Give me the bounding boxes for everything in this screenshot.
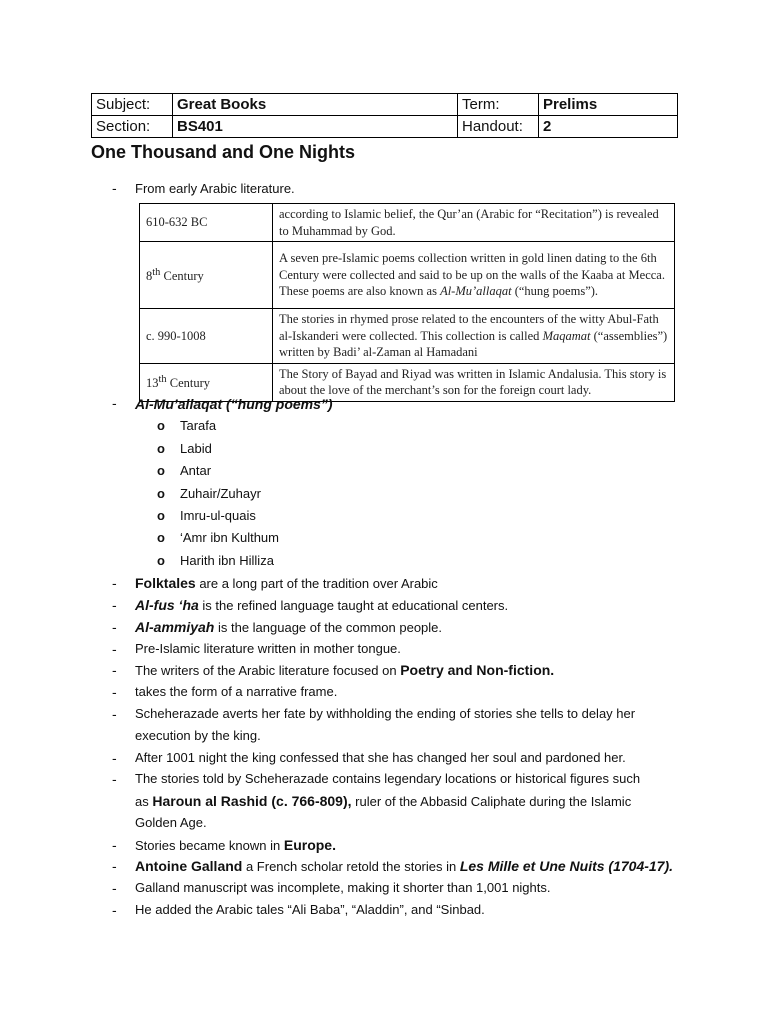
dash-marker: - xyxy=(112,706,117,722)
note-line: Golden Age. xyxy=(135,815,207,830)
timeline-row xyxy=(140,242,675,309)
dash-marker: - xyxy=(112,575,117,591)
note-line: Scheherazade averts her fate by withholding the ending of stories she tells to delay her xyxy=(135,706,636,721)
note-line: He added the Arabic tales “Ali Baba”, “Aladdin”, and “Sinbad. xyxy=(135,902,485,917)
handout-label: Handout: xyxy=(458,116,539,138)
note-line: execution by the king. xyxy=(135,728,261,743)
note-line: Al-fus ‘ha is the refined language taught at educational centers. xyxy=(135,597,509,613)
timeline-row xyxy=(140,309,675,364)
dash-marker: - xyxy=(112,902,117,918)
note-line: Folktales are a long part of the tradition over Arabic xyxy=(135,575,438,591)
note-line: The writers of the Arabic literature focused on Poetry and Non-fiction. xyxy=(135,662,555,678)
timeline-row xyxy=(140,204,675,242)
list-item: Antar xyxy=(180,463,212,478)
timeline-table xyxy=(139,203,675,402)
subject-value: Great Books xyxy=(173,94,458,116)
subject-label: Subject: xyxy=(92,94,173,116)
timeline-date: 13th Century xyxy=(140,363,273,401)
list-item: Harith ibn Hilliza xyxy=(180,553,274,568)
note-line: Pre-Islamic literature written in mother tongue. xyxy=(135,641,401,656)
note-line: Antoine Galland a French scholar retold the stories in Les Mille et Une Nuits (1704-17). xyxy=(135,858,674,874)
timeline-date: c. 990-1008 xyxy=(140,309,273,364)
intro-text: From early Arabic literature. xyxy=(135,181,295,196)
dash-marker: - xyxy=(112,641,117,657)
list-item: Zuhair/Zuhayr xyxy=(180,486,261,501)
timeline-text: A seven pre-Islamic poems collection written in gold linen dating to the 6th Century were collected and said to be up on the walls of the Kaaba at Mecca. These poems are also known as Al-Mu’allaqat (“hung poems”). xyxy=(273,242,675,309)
note-line: Al-ammiyah is the language of the common people. xyxy=(135,619,443,635)
list-item: Tarafa xyxy=(180,418,217,433)
handout-value: 2 xyxy=(539,116,678,138)
dash-marker: - xyxy=(112,837,117,853)
note-line: Galland manuscript was incomplete, making it shorter than 1,001 nights. xyxy=(135,880,551,895)
header-table xyxy=(91,93,678,138)
dash-marker: - xyxy=(112,619,117,635)
list-item: Imru-ul-quais xyxy=(180,508,256,523)
term-value: Prelims xyxy=(539,94,678,116)
dash-marker: - xyxy=(112,662,117,678)
timeline-date: 8th Century xyxy=(140,242,273,309)
dash-marker: - xyxy=(112,180,117,196)
dash-marker: - xyxy=(112,771,117,787)
list-item: Labid xyxy=(180,441,212,456)
timeline-text: according to Islamic belief, the Qur’an (Arabic for “Recitation”) is revealed to Muhammad by God. xyxy=(273,204,675,242)
dash-marker: - xyxy=(112,880,117,896)
dash-marker: - xyxy=(112,597,117,613)
dash-marker: - xyxy=(112,858,117,874)
dash-marker: - xyxy=(112,750,117,766)
page-title: One Thousand and One Nights xyxy=(91,142,356,162)
list-bullet: o xyxy=(157,418,165,433)
dash-marker: - xyxy=(112,395,117,411)
note-line: Stories became known in Europe. xyxy=(135,837,336,853)
list-bullet: o xyxy=(157,441,165,456)
note-line: takes the form of a narrative frame. xyxy=(135,684,338,699)
section-value: BS401 xyxy=(173,116,458,138)
list-bullet: o xyxy=(157,553,165,568)
timeline-text: The stories in rhymed prose related to the encounters of the witty Abul-Fath al-Iskanderi were collected. This collection is called Maqamat (“assemblies”) written by Badi’ al-Zaman al Hamadani xyxy=(273,309,675,364)
muallaqat-heading: Al-Mu’allaqat (“hung poems”) xyxy=(135,396,333,412)
term-label: Term: xyxy=(458,94,539,116)
note-line: The stories told by Scheherazade contains legendary locations or historical figures such xyxy=(135,771,641,786)
section-label: Section: xyxy=(92,116,173,138)
list-bullet: o xyxy=(157,486,165,501)
timeline-date: 610-632 BC xyxy=(140,204,273,242)
dash-marker: - xyxy=(112,684,117,700)
list-bullet: o xyxy=(157,530,165,545)
list-bullet: o xyxy=(157,463,165,478)
timeline-text: The Story of Bayad and Riyad was written in Islamic Andalusia. This story is about the love of the merchant’s son for the foreign court lady. xyxy=(273,363,675,401)
note-line: After 1001 night the king confessed that she has changed her soul and pardoned her. xyxy=(135,750,626,765)
note-line: as Haroun al Rashid (c. 766-809), ruler of the Abbasid Caliphate during the Islamic xyxy=(135,793,632,809)
list-item: ‘Amr ibn Kulthum xyxy=(180,530,279,545)
list-bullet: o xyxy=(157,508,165,523)
